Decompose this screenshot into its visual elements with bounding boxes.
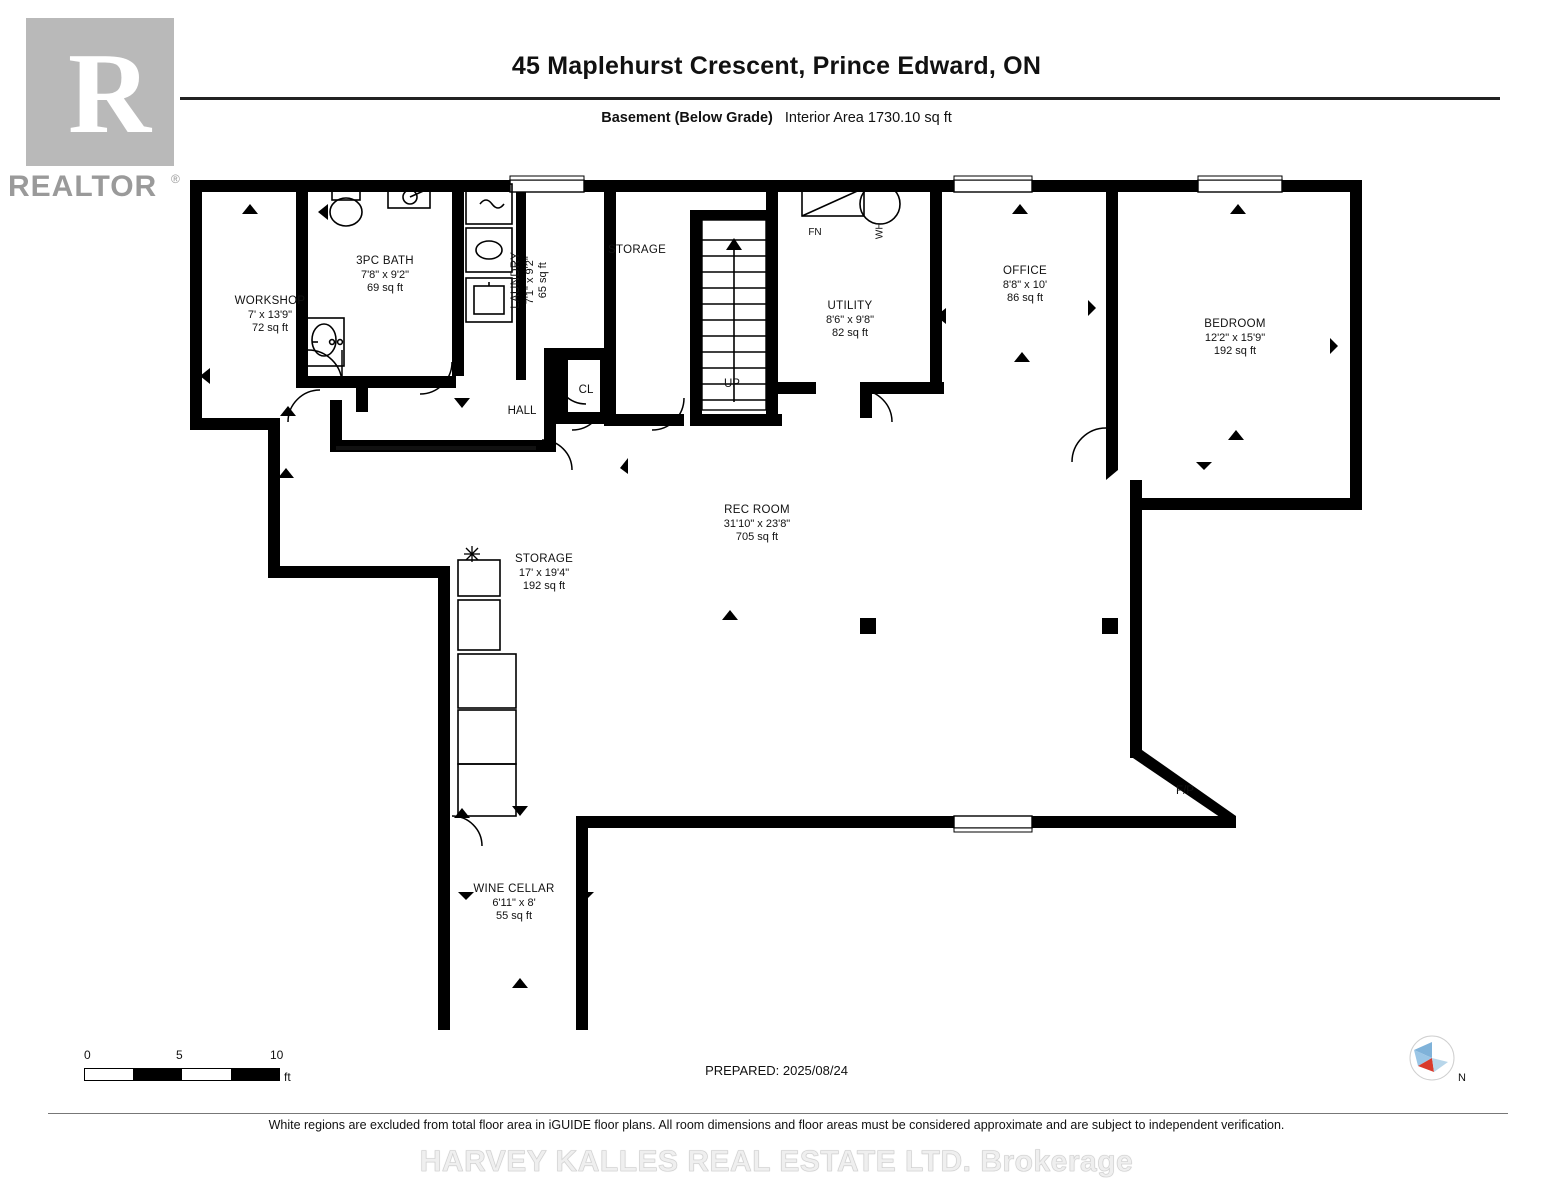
floor-label: Basement (Below Grade): [601, 110, 773, 126]
room-label-storage-upper: STORAGE: [608, 244, 667, 256]
interior-area-label: Interior Area 1730.10 sq ft: [784, 110, 952, 126]
floor-plan: [0, 150, 1553, 1030]
floor-plan-svg: [0, 150, 1553, 1030]
room-label-laundry: LAUNDRY 7'1" x 9'2" 65 sq ft: [509, 251, 549, 309]
scale-tick-5: 5: [176, 1048, 183, 1062]
brokerage-watermark: HARVEY KALLES REAL ESTATE LTD. Brokerage: [419, 1145, 1134, 1178]
room-label-3pc-bath: 3PC BATH 7'8" x 9'2" 69 sq ft: [356, 255, 414, 294]
room-label-bedroom: BEDROOM 12'2" x 15'9" 192 sq ft: [1204, 318, 1266, 357]
footer-divider: [48, 1113, 1508, 1114]
compass-north-label: N: [1458, 1072, 1466, 1084]
label-furnace: FN: [808, 227, 822, 238]
walls: [190, 180, 1362, 1030]
registered-mark-icon: ®: [171, 172, 180, 186]
label-fireplace: F/P: [1176, 785, 1194, 797]
label-water-heater: WH: [874, 222, 886, 240]
room-label-workshop: WORKSHOP 7' x 13'9" 72 sq ft: [234, 295, 306, 334]
label-closet: CL: [578, 384, 594, 396]
scale-tick-10: 10: [270, 1048, 284, 1062]
label-stairs-up: UP: [724, 378, 740, 390]
scale-unit: ft: [284, 1070, 291, 1084]
disclaimer-text: White regions are excluded from total floor area in iGUIDE floor plans. All room dimensions and floor areas must be considered approximate and are subject to independent verification.: [268, 1118, 1285, 1132]
prepared-date: PREPARED: 2025/08/24: [705, 1063, 848, 1078]
title-divider: [180, 97, 1500, 100]
floor-subtitle: [0, 110, 1553, 126]
room-label-rec-room: REC ROOM 31'10" x 23'8" 705 sq ft: [723, 504, 791, 543]
label-hall: HALL: [507, 405, 537, 417]
room-label-storage-lower: STORAGE 17' x 19'4" 192 sq ft: [514, 553, 574, 592]
room-label-utility: UTILITY 8'6" x 9'8" 82 sq ft: [825, 300, 875, 339]
compass-rose-icon: [1400, 1032, 1470, 1092]
page-title: 45 Maplehurst Crescent, Prince Edward, ON: [511, 52, 1042, 80]
realtor-logo-wordmark: REALTOR: [8, 170, 158, 203]
room-label-wine-cellar: WINE CELLAR 6'11" x 8' 55 sq ft: [473, 883, 555, 922]
room-label-office: OFFICE 8'8" x 10' 86 sq ft: [1002, 265, 1048, 304]
scale-tick-0: 0: [84, 1048, 91, 1062]
realtor-logo-letter: R: [68, 30, 152, 157]
